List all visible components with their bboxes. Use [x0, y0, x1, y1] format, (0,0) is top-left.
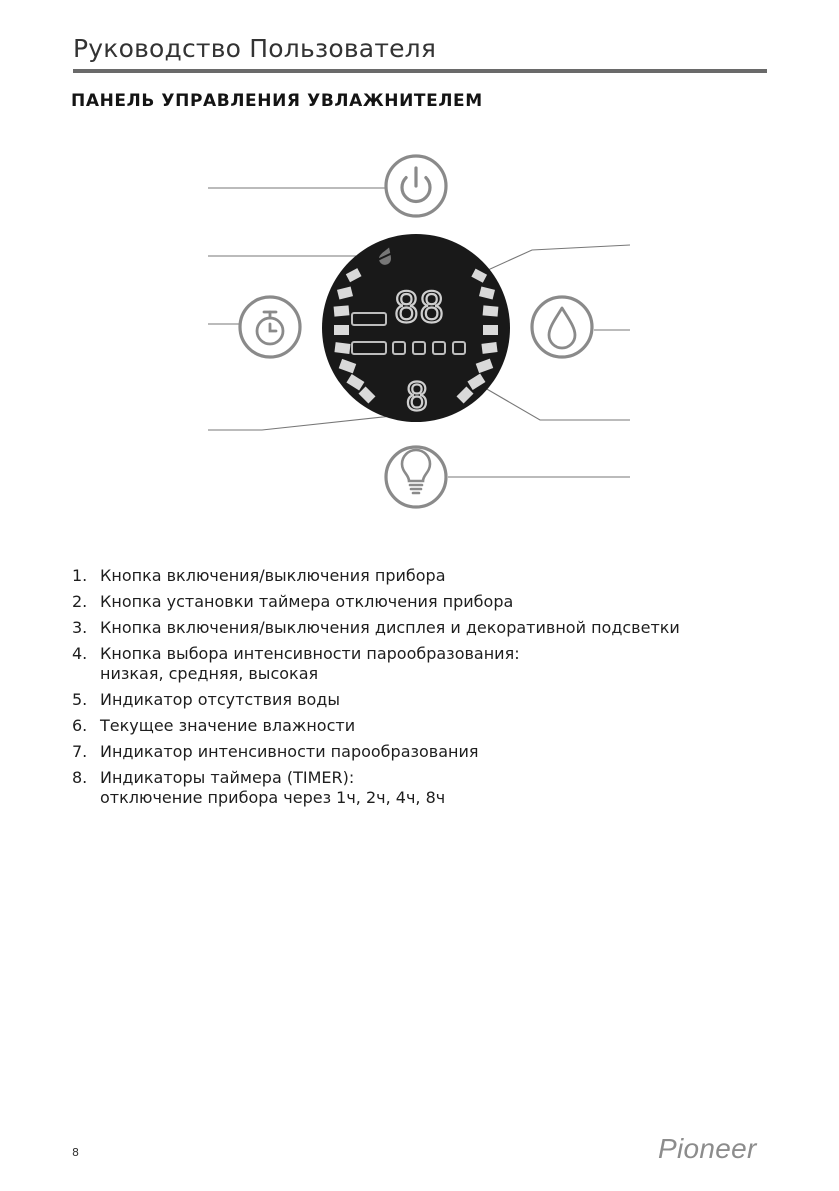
legend-item — [72, 592, 680, 612]
light-button[interactable] — [386, 447, 446, 507]
humidity-readout: 88 — [393, 283, 445, 332]
legend-item-line: Кнопка выбора интенсивности парообразования: — [100, 644, 520, 663]
legend-item — [72, 566, 680, 586]
section-title: ПАНЕЛЬ УПРАВЛЕНИЯ УВЛАЖНИТЕЛЕМ — [71, 91, 483, 111]
legend-item — [72, 644, 680, 684]
power-button[interactable] — [386, 156, 446, 216]
legend-item-text — [100, 618, 680, 638]
legend-item-number: 2. — [72, 592, 88, 611]
legend-item — [72, 768, 680, 808]
leader-line-4 — [208, 416, 392, 430]
legend-item-text — [100, 644, 520, 684]
legend-item-text — [100, 742, 479, 762]
legend-item — [72, 618, 680, 638]
legend-item-line: Индикатор отсутствия воды — [100, 690, 340, 709]
page-number: 8 — [72, 1146, 79, 1159]
legend-item-line: Индикатор интенсивности парообразования — [100, 742, 479, 761]
legend-item-text — [100, 768, 445, 808]
display-panel — [322, 234, 510, 422]
brand-logo: Pioneer — [658, 1133, 757, 1164]
legend-item-line: низкая, средняя, высокая — [100, 664, 319, 683]
legend-item-line: Кнопка установки таймера отключения прибора — [100, 592, 514, 611]
legend-item-text — [100, 592, 513, 612]
legend-item-number: 1. — [72, 566, 88, 585]
page-header-title: Руководство Пользователя — [73, 34, 437, 63]
legend-item-line: Индикаторы таймера (TIMER): — [100, 768, 355, 787]
header-divider — [73, 69, 767, 73]
legend-item-line: отключение прибора через 1ч, 2ч, 4ч, 8ч — [100, 788, 446, 807]
legend-item — [72, 690, 680, 710]
legend-item-number: 5. — [72, 690, 88, 709]
legend-item — [72, 716, 680, 736]
mist-intensity-button[interactable] — [532, 297, 592, 357]
legend-item-line: Кнопка включения/выключения дисплея и декоративной подсветки — [100, 618, 680, 637]
intensity-readout: 8 — [405, 375, 429, 419]
legend-item-number: 4. — [72, 644, 88, 663]
legend-item — [72, 742, 680, 762]
legend-item-number: 6. — [72, 716, 88, 735]
timer-button[interactable] — [240, 297, 300, 357]
legend-item-number: 8. — [72, 768, 88, 787]
legend-item-text — [100, 716, 355, 736]
legend-item-line: Кнопка включения/выключения прибора — [100, 566, 446, 585]
control-panel-diagram — [0, 140, 839, 520]
legend-item-text — [100, 566, 446, 586]
legend-item-line: Текущее значение влажности — [100, 716, 356, 735]
legend-item-number: 3. — [72, 618, 88, 637]
legend-item-number: 7. — [72, 742, 88, 761]
legend-list — [72, 566, 680, 814]
legend-item-text — [100, 690, 340, 710]
